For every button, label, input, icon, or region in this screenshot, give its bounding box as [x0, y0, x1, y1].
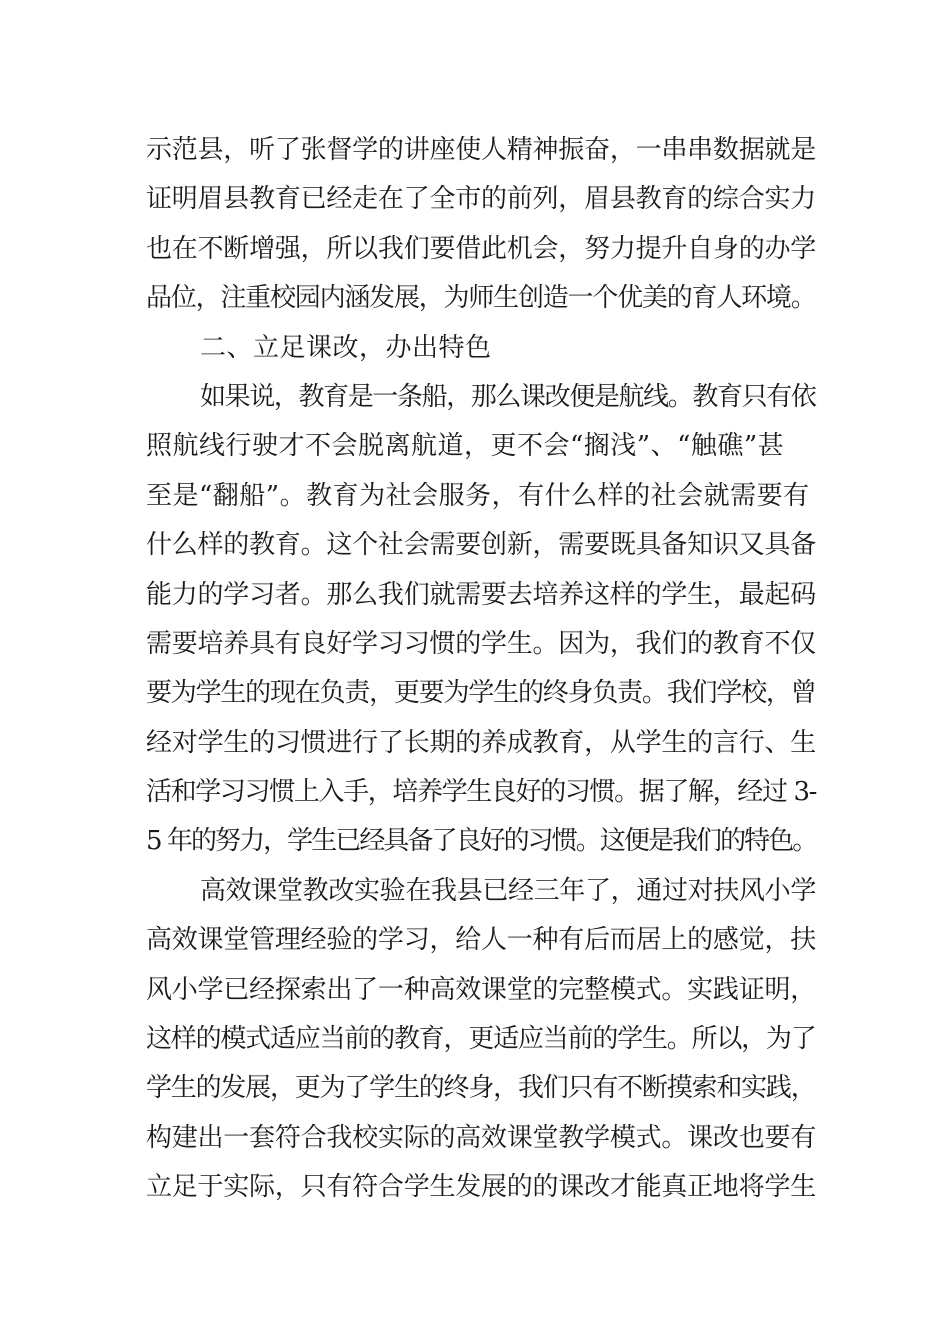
text-line: 高效课堂管理经验的学习，给人一种有后而居上的感觉，扶 [146, 925, 817, 956]
text-line: 活和学习习惯上入手，培养学生良好的习惯。据了解，经过 3- [146, 777, 817, 808]
text-line: 需要培养具有良好学习习惯的学生。因为，我们的教育不仅 [146, 628, 817, 659]
text-line: 如果说，教育是一条船，那么课改便是航线。教育只有依 [200, 381, 816, 412]
text-line: 构建出一套符合我校实际的高效课堂教学模式。课改也要有 [146, 1122, 817, 1153]
text-line: 学生的发展，更为了学生的终身，我们只有不断摸索和实践， [146, 1073, 816, 1104]
text-line: 什么样的教育。这个社会需要创新，需要既具备知识又具备 [146, 530, 817, 561]
text-line: 能力的学习者。那么我们就需要去培养这样的学生，最起码 [146, 579, 817, 610]
text-line: 示范县，听了张督学的讲座使人精神振奋，一串串数据就是 [146, 135, 817, 165]
text-line: 这样的模式适应当前的教育，更适应当前的学生。所以，为了 [146, 1024, 816, 1055]
text-line: 也在不断增强，所以我们要借此机会，努力提升自身的办学 [146, 233, 817, 264]
text-line: 经对学生的习惯进行了长期的养成教育，从学生的言行、生 [146, 727, 817, 758]
text-line: 照航线行驶才不会脱离航道，更不会“搁浅”、“触礁”甚 [146, 431, 785, 462]
text-line: 5 年的努力，学生已经具备了良好的习惯。这便是我们的特色。 [146, 826, 817, 857]
text-line: 至是“翻船”。教育为社会服务，有什么样的社会就需要有 [146, 480, 810, 511]
text-line: 立足于实际，只有符合学生发展的的课改才能真正地将学生 [146, 1172, 817, 1203]
text-line: 高效课堂教改实验在我县已经三年了，通过对扶风小学 [200, 875, 817, 906]
text-line: 风小学已经探索出了一种高效课堂的完整模式。实践证明， [146, 974, 817, 1005]
text-line: 要为学生的现在负责，更要为学生的终身负责。我们学校，曾 [146, 678, 816, 709]
section-heading: 二、立足课改，办出特色 [200, 332, 492, 363]
text-line: 证明眉县教育已经走在了全市的前列，眉县教育的综合实力 [146, 184, 817, 215]
text-line: 品位，注重校园内涵发展，为师生创造一个优美的育人环境。 [146, 283, 816, 314]
document-body [146, 126, 816, 1213]
